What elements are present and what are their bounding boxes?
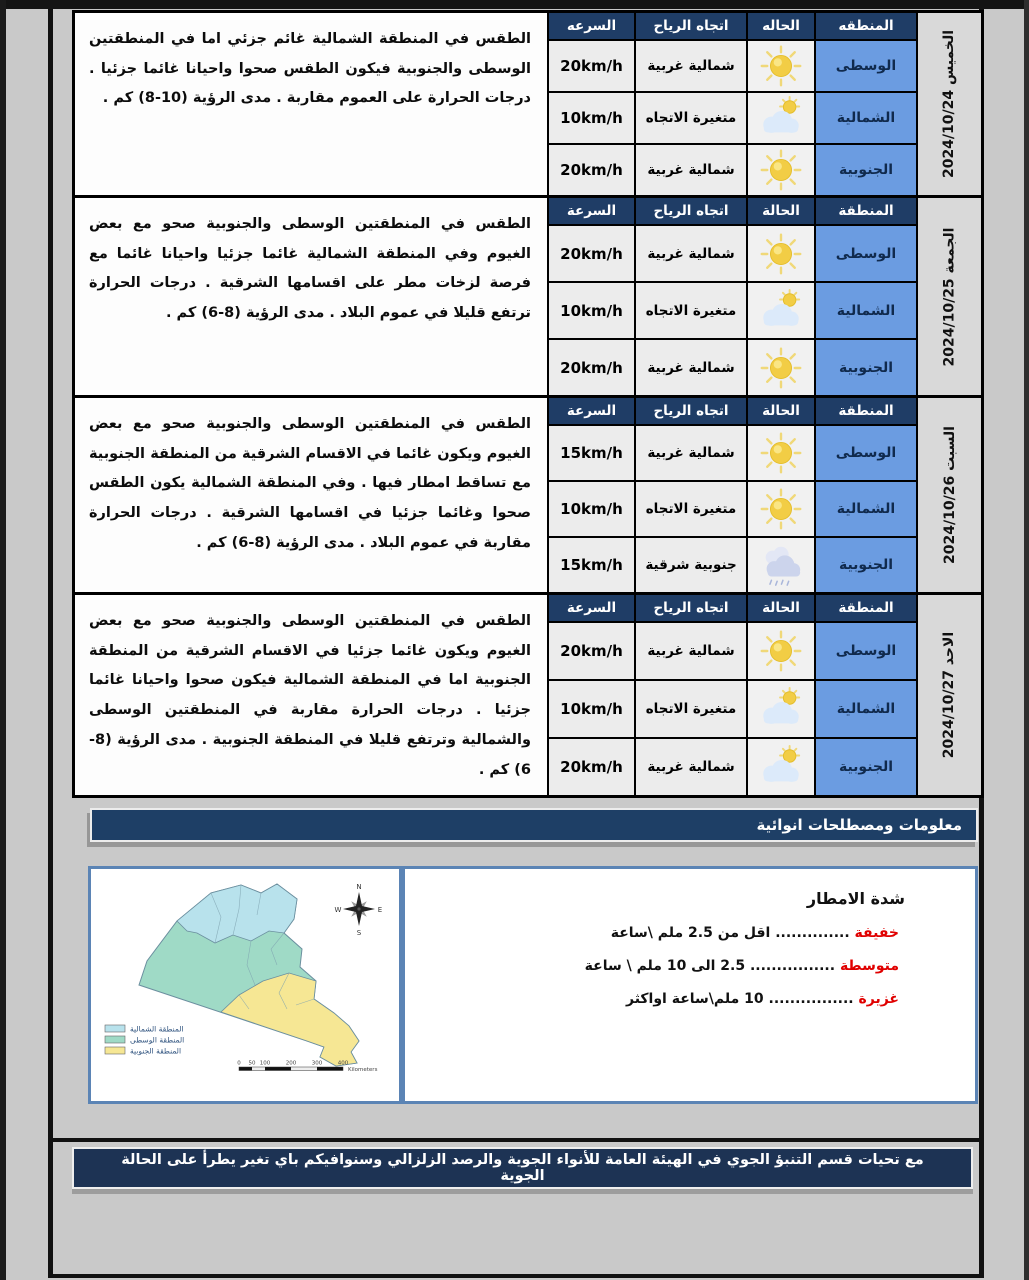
day-block-sunday (75, 595, 981, 795)
svg-text:400: 400 (337, 1060, 349, 1067)
wind-direction: شمالية غربية (636, 426, 746, 480)
sunny-icon (759, 487, 803, 531)
partly-cloudy-icon (758, 686, 804, 732)
condition-cell (748, 41, 814, 91)
svg-text:N: N (356, 883, 362, 891)
condition-cell (748, 739, 814, 795)
iraq-map-figure (91, 869, 399, 1101)
col-header-region: المنطقة (816, 398, 916, 424)
document-frame-line (48, 1138, 984, 1142)
wind-direction: جنوبية شرقية (636, 538, 746, 592)
region-name: الجنوبية (816, 538, 916, 592)
wind-direction: شمالية غربية (636, 739, 746, 795)
partly-cloudy-icon (758, 95, 804, 141)
forecast-description: الطقس في المنطقتين الوسطى والجنوبية صحو مع بعض الغيوم ويكون غائما في الاقسام الشرقية من المنطقة الجنوبية مع تساقط امطار فيها . وفي المنطقة الشمالية يكون الطقس صحوا وغائما جزئيا في اقسامها الشرقية . درجات الحرارة مقاربة في عموم البلاد . مدى الرؤية (8-6) كم . (75, 398, 547, 592)
sunny-icon (759, 232, 803, 276)
condition-cell (748, 426, 814, 480)
wind-direction: متغيرة الاتجاه (636, 681, 746, 737)
wind-speed: 10km/h (549, 283, 634, 338)
wind-speed: 20km/h (549, 739, 634, 795)
col-header-region: المنطقه (816, 13, 916, 39)
rain-intensity-panel (402, 866, 978, 1104)
partly-cloudy-icon (758, 288, 804, 334)
col-header-condition: الحاله (748, 13, 814, 39)
wind-speed: 20km/h (549, 226, 634, 281)
scan-edge-left (0, 0, 6, 1280)
legend-label-central: المنطقة الوسطى (130, 1035, 185, 1045)
date-label: السبت 2024/10/26 (918, 398, 981, 592)
region-name: الجنوبية (816, 145, 916, 195)
rain-cloud-icon (758, 542, 804, 588)
day-block-saturday (75, 398, 981, 592)
info-terms-banner (90, 808, 978, 842)
region-name: الشمالية (816, 482, 916, 536)
wind-speed: 15km/h (549, 538, 634, 592)
map-legend (105, 1025, 184, 1056)
col-header-condition: الحالة (748, 198, 814, 224)
date-label: الاحد 2024/10/27 (918, 595, 981, 795)
col-header-condition: الحالة (748, 398, 814, 424)
region-name: الوسطى (816, 41, 916, 91)
forecast-description: الطقس في المنطقة الشمالية غائم جزئي اما في المنطقتين الوسطى والجنوبية فيكون الطقس صحوا واحيانا غائما جزئيا . درجات الحرارة على العموم مقاربة . مدى الرؤية (10-8) كم . (75, 13, 547, 195)
svg-text:Kilometers: Kilometers (348, 1067, 378, 1073)
col-header-speed: السرعة (549, 595, 634, 621)
rain-intensity-title: شدة الامطار (806, 889, 905, 908)
col-header-region: المنطقة (816, 595, 916, 621)
condition-cell (748, 226, 814, 281)
legend-swatch-north (105, 1025, 125, 1032)
svg-text:S: S (356, 929, 362, 937)
svg-text:W: W (334, 906, 342, 914)
svg-text:300: 300 (311, 1060, 323, 1067)
col-header-region: المنطقة (816, 198, 916, 224)
wind-speed: 10km/h (549, 482, 634, 536)
region-name: الوسطى (816, 226, 916, 281)
svg-text:100: 100 (259, 1060, 271, 1067)
legend-swatch-south (105, 1047, 125, 1054)
footer-greeting-text: مع تحيات قسم التنبؤ الجوي في الهيئة العامة للأنواء الجوية والرصد الزلزالي وسنوافيكم باي تغير يطرأ على الحالة الجوية (121, 1152, 924, 1184)
document-frame-bottom (48, 1274, 984, 1278)
forecast-description: الطقس في المنطقتين الوسطى والجنوبية صحو مع بعض الغيوم وفي المنطقة الشمالية غائما جزئيا واحيانا غائما مع فرصة لزخات مطر على اقسامها الشرقية . درجات الحرارة ترتفع قليلا في عموم البلاد . مدى الرؤية (8-6) كم . (75, 198, 547, 395)
sunny-icon (759, 629, 803, 673)
partly-cloudy-icon (758, 744, 804, 790)
sunny-icon (759, 44, 803, 88)
sunny-icon (759, 431, 803, 475)
wind-direction: متغيرة الاتجاه (636, 283, 746, 338)
wind-direction: متغيرة الاتجاه (636, 93, 746, 143)
date-label: الخميس 2024/10/24 (918, 13, 981, 195)
wind-direction: شمالية غربية (636, 340, 746, 395)
region-name: الجنوبية (816, 340, 916, 395)
wind-direction: شمالية غربية (636, 145, 746, 195)
wind-speed: 10km/h (549, 93, 634, 143)
forecast-description: الطقس في المنطقتين الوسطى والجنوبية صحو مع بعض الغيوم ويكون غائما جزئيا في الاقسام الشرقية من المنطقة الجنوبية اما في المنطقة الشمالية فيكون صحوا واحيانا غائما جزئيا . درجات الحرارة مقاربة في المنطقتين الوسطى والشمالية وترتفع قليلا في المنطقة الجنوبية . مدى الرؤية (8-6) كم . (75, 595, 547, 795)
condition-cell (748, 482, 814, 536)
col-header-wind: اتجاه الرياح (636, 398, 746, 424)
col-header-wind: اتجاه الرياح (636, 595, 746, 621)
condition-cell (748, 340, 814, 395)
rain-intensity-item-light: خفيفة .............. اقل من 2.5 ملم \ساعة (610, 925, 899, 941)
sunny-icon (759, 148, 803, 192)
col-header-speed: السرعة (549, 198, 634, 224)
condition-cell (748, 283, 814, 338)
scan-edge-top (0, 0, 1029, 9)
legend-label-north: المنطقة الشمالية (130, 1024, 184, 1034)
sunny-icon (759, 346, 803, 390)
col-header-wind: اتجاه الرياح (636, 13, 746, 39)
condition-cell (748, 681, 814, 737)
legend-label-south: المنطقة الجنوبية (130, 1046, 182, 1056)
col-header-speed: السرعة (549, 398, 634, 424)
info-terms-banner-text: معلومات ومصطلحات انوائية (756, 816, 962, 834)
region-name: الشمالية (816, 283, 916, 338)
day-block-friday (75, 198, 981, 395)
wind-speed: 15km/h (549, 426, 634, 480)
iraq-regions-map (88, 866, 402, 1104)
rain-intensity-item-moderate: متوسطة ................ 2.5 الى 10 ملم \ ساعة (584, 958, 899, 974)
wind-direction: شمالية غربية (636, 623, 746, 679)
wind-speed: 20km/h (549, 340, 634, 395)
wind-speed: 20km/h (549, 41, 634, 91)
rain-intensity-item-heavy: غزيرة ................ 10 ملم\ساعة اواكثر (625, 991, 899, 1007)
region-name: الوسطى (816, 623, 916, 679)
wind-speed: 20km/h (549, 145, 634, 195)
region-name: الجنوبية (816, 739, 916, 795)
svg-text:0: 0 (237, 1060, 241, 1067)
wind-speed: 20km/h (549, 623, 634, 679)
col-header-speed: السرعه (549, 13, 634, 39)
forecast-table (72, 10, 984, 798)
document-frame-left (48, 9, 53, 1278)
wind-direction: متغيرة الاتجاه (636, 482, 746, 536)
date-label: الجمعة 2024/10/25 (918, 198, 981, 395)
scan-edge-right (1024, 0, 1029, 1280)
condition-cell (748, 93, 814, 143)
footer-greeting-banner (72, 1147, 973, 1189)
svg-text:E: E (377, 906, 383, 914)
wind-speed: 10km/h (549, 681, 634, 737)
region-name: الوسطى (816, 426, 916, 480)
region-name: الشمالية (816, 681, 916, 737)
svg-text:200: 200 (285, 1060, 297, 1067)
condition-cell (748, 623, 814, 679)
condition-cell (748, 538, 814, 592)
region-name: الشمالية (816, 93, 916, 143)
day-block-thursday (75, 13, 981, 195)
legend-swatch-central (105, 1036, 125, 1043)
wind-direction: شمالية غربية (636, 41, 746, 91)
col-header-wind: اتجاه الرياح (636, 198, 746, 224)
col-header-condition: الحالة (748, 595, 814, 621)
condition-cell (748, 145, 814, 195)
svg-text:50: 50 (248, 1060, 256, 1067)
wind-direction: شمالية غربية (636, 226, 746, 281)
